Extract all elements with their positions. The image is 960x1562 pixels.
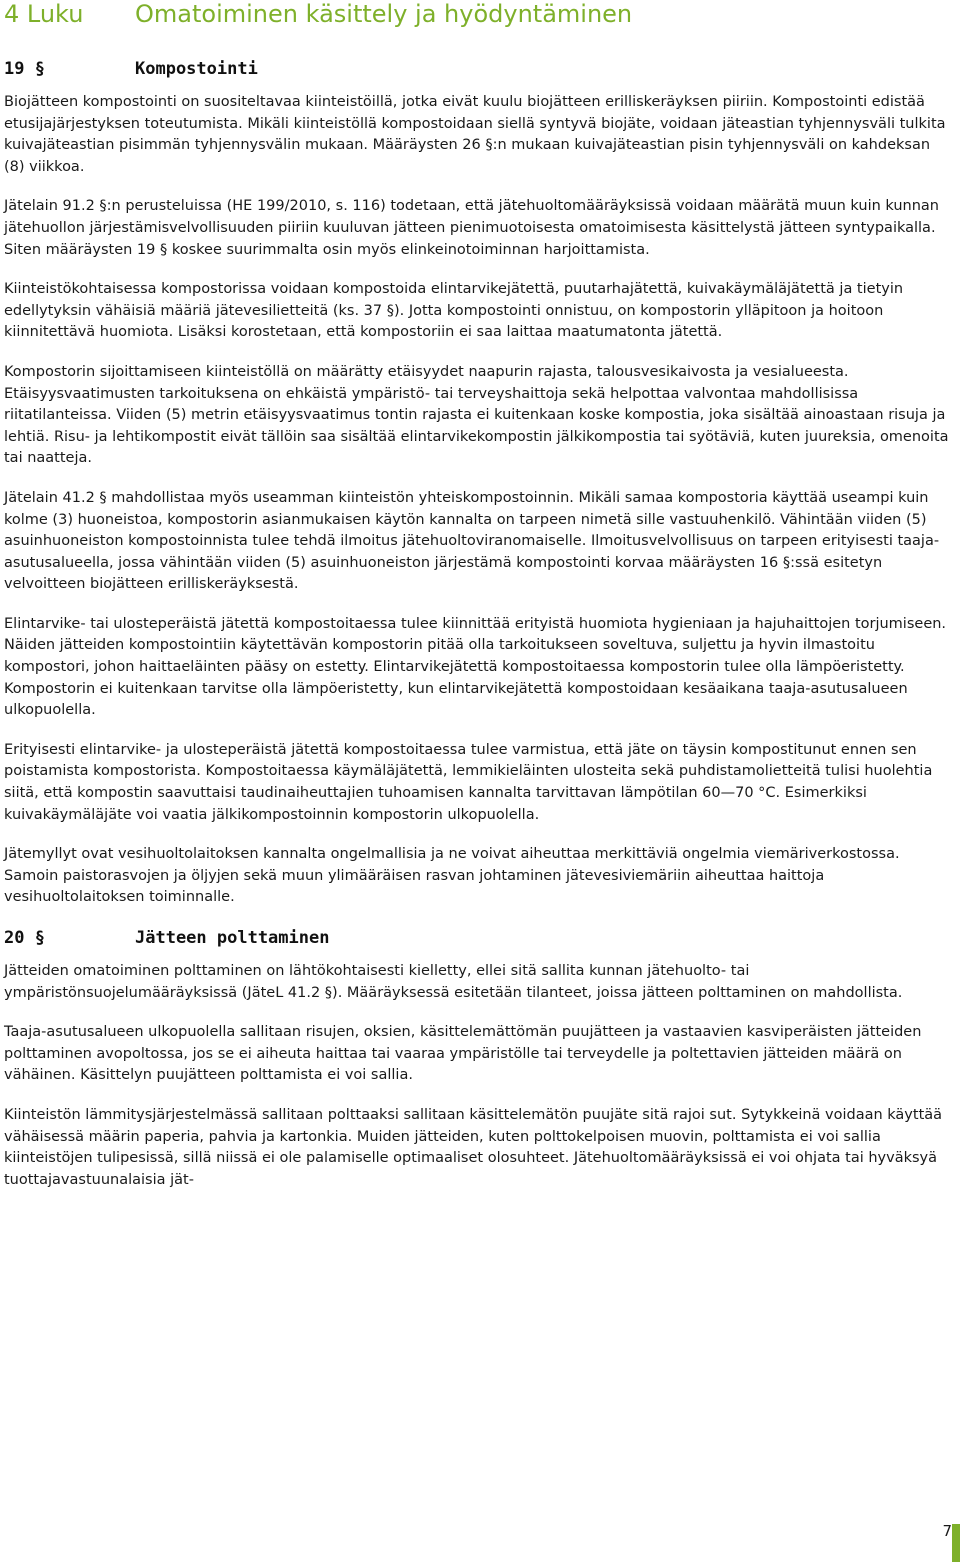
paragraph: Kiinteistökohtaisessa kompostorissa voidaan kompostoida elintarvikejätettä, puutarhajätettä, kuivakäymäläjätettä ja tietyin edellytyksin vähäisiä määriä jätevesilietteitä (ks. 37 §). Jotta kompostointi onnistuu, on kompostorin ylläpitoon ja hoitoon kiinnitettävä huomiota. Lisäksi korostetaan, että kompostoriin ei saa laittaa maatumatonta jätettä. (4, 281, 904, 341)
paragraph: Jätelain 41.2 § mahdollistaa myös useamman kiinteistön yhteiskompostoinnin. Mikäli samaa kompostoria käyttää useampi kuin kolme (3) huoneistoa, kompostorin asianmukaisen käytön kannalta on tarpeen nimetä sille vastuuhenkilö. Vähintään viiden (5) asuinhuoneiston kompostoinnista tulee tehdä ilmoitus jätehuoltoviranomaiselle. Ilmoitusvelvollisuus on tarpeen erityisesti taaja-asutusalueella, jossa vähintään viiden (5) asuinhuoneiston järjestämä kompostointi korvaa määräysten 16 §:ssä esitetyn velvoitteen biojätteen erilliskeräyksestä. (4, 489, 940, 593)
chapter-number: 4 Luku (4, 0, 84, 28)
section-number: 20 § (4, 928, 45, 948)
paragraph: Elintarvike- tai ulosteperäistä jätettä kompostoitaessa tulee kiinnittää erityistä huomiota hygieniaan ja hajuhaittojen torjumiseen. Näiden jätteiden kompostointiin käytettävän kompostorin pitää olla tarkoitukseen soveltuva, suljettu ja hyvin ilmastoitu kompostori, johon haittaeläinten pääsy on estetty. Elintarvikejätettä kompostoitaessa kompostorin tulee olla lämpöeristetty. Kompostorin ei kuitenkaan tarvitse olla lämpöeristetty, kun elintarvikejätettä kompostoidaan kesäaikana taaja-asutusalueen ulkopuolella. (4, 615, 947, 719)
page-corner-mark (952, 1524, 960, 1562)
paragraph: Biojätteen kompostointi on suositeltavaa kiinteistöillä, jotka eivät kuulu biojätteen erilliskeräyksen piiriin. Kompostointi edistää etusijajärjestyksen toteutumista. Mikäli kiinteistöllä kompostoidaan siellä syntyvä biojäte, voidaan jäteastian tyhjennysväli tulkita kuivajäteastian pisimmän tyhjennysvälin mukaan. Määräysten 26 §:n mukaan kuivajäteastian pisin tyhjennysväli on kahdeksan (8) viikkoa. (4, 94, 946, 175)
paragraph: Taaja-asutusalueen ulkopuolella sallitaan risujen, oksien, käsittelemättömän puujätteen ja vastaavien kasviperäisten jätteiden polttaminen avopoltossa, jos se ei aiheuta haittaa tai vaaraa ympäristölle tai terveydelle ja poltettavien jätteiden määrä on vähäinen. Käsittelyn puujätteen polttamista ei voi sallia. (4, 1024, 922, 1084)
section-title: Kompostointi (135, 59, 258, 79)
chapter-title (4, 0, 956, 30)
section-heading (4, 927, 956, 949)
paragraph: Kiinteistön lämmitysjärjestelmässä sallitaan polttaaksi sallitaan käsittelemätön puujäte sitä rajoi sut. Sytykkeinä voidaan käyttää vähäisessä määrin paperia, pahvia ja kartonkia. Muiden jätteiden, kuten polttokelpoisen muovin, polttamista ei voi sallia kiinteistöjen tulipesissä, sillä niissä ei ole palamiselle optimaaliset olosuhteet. Jätehuoltomääräyksissä ei voi ohjata tai hyväksyä tuottajavastuunalaisia jät- (4, 1106, 943, 1188)
section-number: 19 § (4, 59, 45, 79)
page-number: 7 (942, 1522, 952, 1540)
paragraph: Erityisesti elintarvike- ja ulosteperäistä jätettä kompostoitaessa tulee varmistua, että jäte on täysin kompostitunut ennen sen poistamista kompostorista. Kompostoitaessa käymäläjätettä, lemmikieläinten ulosteita sekä puhdistamolietteitä tulisi huolehtia siitä, että kompostin saavuttaisi taudinaiheuttajien tuhoamisen kannalta tarvittavan lämpötilan 60—70 °C. Esimerkiksi kuivakäymäläjäte voi vaatia jälkikompostoinnin kompostorin ulkopuolella. (4, 741, 933, 823)
section-title: Jätteen polttaminen (135, 928, 330, 948)
paragraph: Jätemyllyt ovat vesihuoltolaitoksen kannalta ongelmallisia ja ne voivat aiheuttaa merkittäviä ongelmia viemäriverkostossa. Samoin paistorasvojen ja öljyjen sekä muun ylimääräisen rasvan johtaminen jätevesiviemäriin aiheuttaa haittoja vesihuoltolaitoksen toiminnalle. (4, 846, 900, 906)
paragraph: Jätteiden omatoiminen polttaminen on lähtökohtaisesti kielletty, ellei sitä sallita kunnan jätehuolto- tai ympäristönsuojelumääräyksissä (JäteL 41.2 §). Määräyksessä esitetään tilanteet, joissa jätteen polttaminen on mahdollista. (4, 963, 903, 1001)
section-19 (4, 58, 956, 909)
paragraph: Kompostorin sijoittamiseen kiinteistöllä on määrätty etäisyydet naapurin rajasta, talousvesikaivosta ja vesialueesta. Etäisyysvaatimusten tarkoituksena on ehkäistä ympäristö- tai terveyshaittoja sekä helpottaa valvontaa mahdollisissa riitatilanteissa. Viiden (5) metrin etäisyysvaatimus tontin rajasta ei kuitenkaan koske kompostia, joka sisältää ainoastaan risuja ja lehtiä. Risu- ja lehtikompostit eivät tällöin saa sisältää elintarvikekompostin jälkikompostia tai syötäviä, kuten juureksia, omenoita tai naatteja. (4, 363, 949, 467)
paragraph: Jätelain 91.2 §:n perusteluissa (HE 199/2010, s. 116) todetaan, että jätehuoltomääräyksissä voidaan määrätä muun kuin kunnan jätehuollon järjestämisvelvollisuuden piiriin kuuluvan jätteen pienimuotoisesta omatoimisesta käsittelystä jätteen syntypaikalla. Siten määräysten 19 § koskee suurimmalta osin myös elinkeinotoiminnan harjoittamista. (4, 198, 939, 258)
section-heading (4, 58, 956, 80)
section-20 (4, 927, 956, 1191)
chapter-title-text: Omatoiminen käsittely ja hyödyntäminen (135, 0, 633, 28)
